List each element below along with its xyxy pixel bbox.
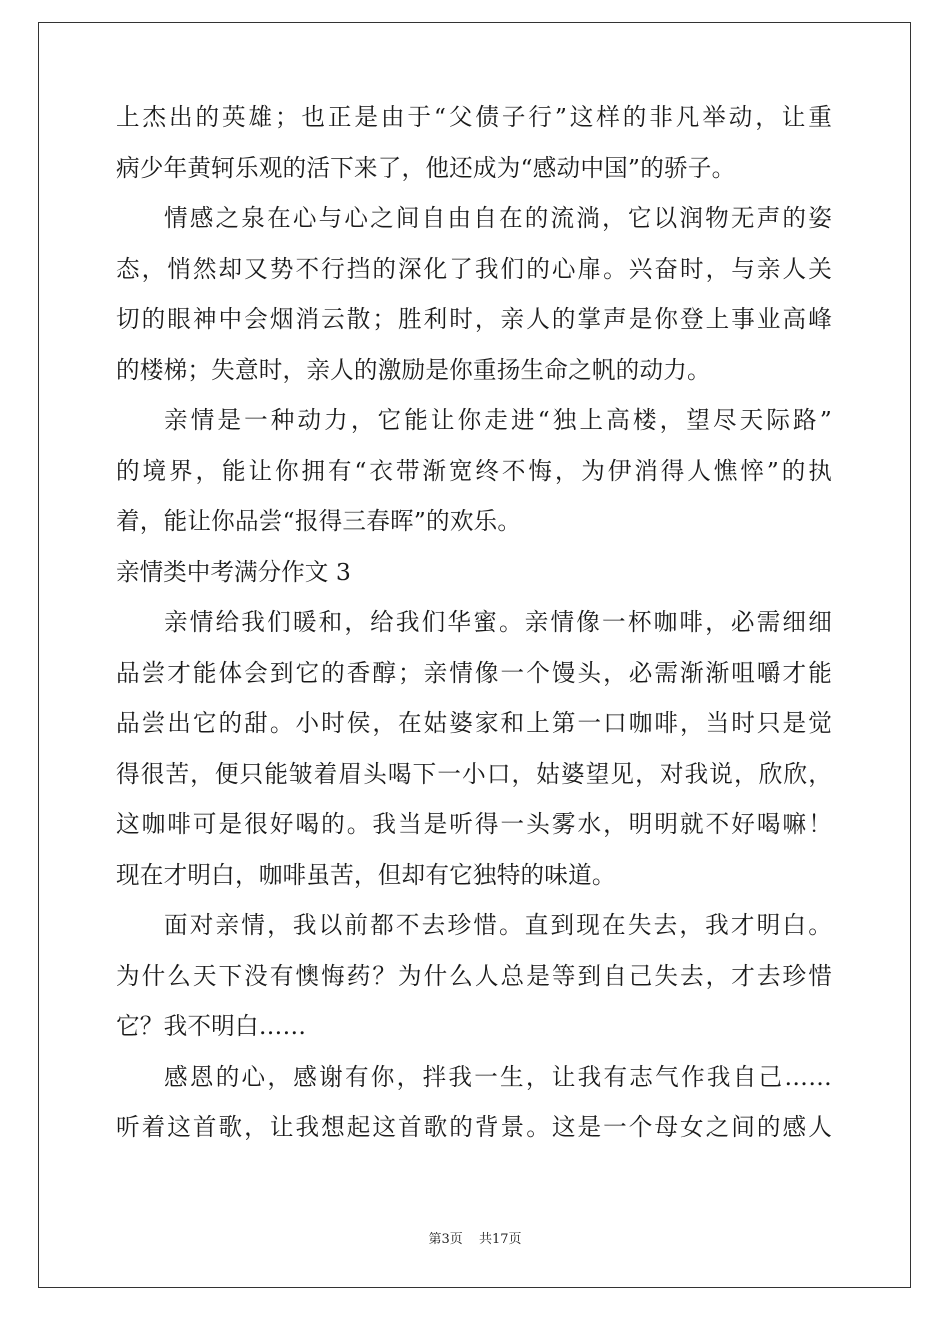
text-line: 上杰出的英雄；也正是由于“父债子行”这样的非凡举动，让重 bbox=[116, 103, 832, 131]
page-footer bbox=[0, 1228, 950, 1247]
paragraph bbox=[116, 597, 832, 900]
text-line: 现在才明白，咖啡虽苦，但却有它独特的味道。 bbox=[116, 860, 616, 889]
text-line: 亲情给我们暖和，给我们华蜜。亲情像一杯咖啡，必需细细 bbox=[164, 608, 832, 636]
text-line: 亲情是一种动力，它能让你走进“独上高楼，望尽天际路” bbox=[164, 406, 832, 434]
section-heading: 亲情类中考满分作文 3 bbox=[116, 557, 351, 586]
paragraph bbox=[116, 900, 832, 1052]
paragraph bbox=[116, 1052, 832, 1153]
text-line: 的境界，能让你拥有“衣带渐宽终不悔，为伊消得人憔悴”的执 bbox=[116, 456, 832, 485]
text-line: 病少年黄轲乐观的活下来了，他还成为“感动中国”的骄子。 bbox=[116, 153, 736, 182]
text-line: 的楼梯；失意时，亲人的激励是你重扬生命之帆的动力。 bbox=[116, 355, 711, 384]
text-line: 品尝才能体会到它的香醇；亲情像一个馒头，必需渐渐咀嚼才能 bbox=[116, 658, 832, 687]
text-line: 品尝出它的甜。小时侯，在姑婆家和上第一口咖啡，当时只是觉 bbox=[116, 709, 832, 737]
paragraph bbox=[116, 395, 832, 547]
document-body bbox=[116, 92, 832, 1153]
text-line: 这咖啡可是很好喝的。我当是听得一头雾水，明明就不好喝嘛！ bbox=[116, 810, 832, 838]
text-line: 听着这首歌，让我想起这首歌的背景。这是一个母女之间的感人 bbox=[116, 1113, 832, 1141]
paragraph bbox=[116, 92, 832, 193]
text-line: 它？我不明白…… bbox=[116, 1012, 307, 1040]
text-line: 情感之泉在心与心之间自由自在的流淌，它以润物无声的姿 bbox=[164, 204, 832, 232]
paragraph bbox=[116, 193, 832, 395]
text-line: 着，能让你品尝“报得三春晖”的欢乐。 bbox=[116, 507, 522, 535]
page-total: 共17页 bbox=[478, 1232, 522, 1247]
text-line: 为什么天下没有懊悔药？为什么人总是等到自己失去，才去珍惜 bbox=[116, 961, 832, 990]
text-line: 面对亲情，我以前都不去珍惜。直到现在失去，我才明白。 bbox=[164, 911, 832, 939]
text-line: 得很苦，便只能皱着眉头喝下一小口，姑婆望见，对我说，欣欣， bbox=[116, 759, 832, 788]
text-line: 态，悄然却又势不行挡的深化了我们的心扉。兴奋时，与亲人关 bbox=[116, 254, 832, 283]
page-number: 第3页 bbox=[428, 1232, 463, 1247]
text-line: 切的眼神中会烟消云散；胜利时，亲人的掌声是你登上事业高峰 bbox=[116, 305, 832, 333]
text-line: 感恩的心，感谢有你，拌我一生，让我有志气作我自己…… bbox=[164, 1062, 832, 1091]
